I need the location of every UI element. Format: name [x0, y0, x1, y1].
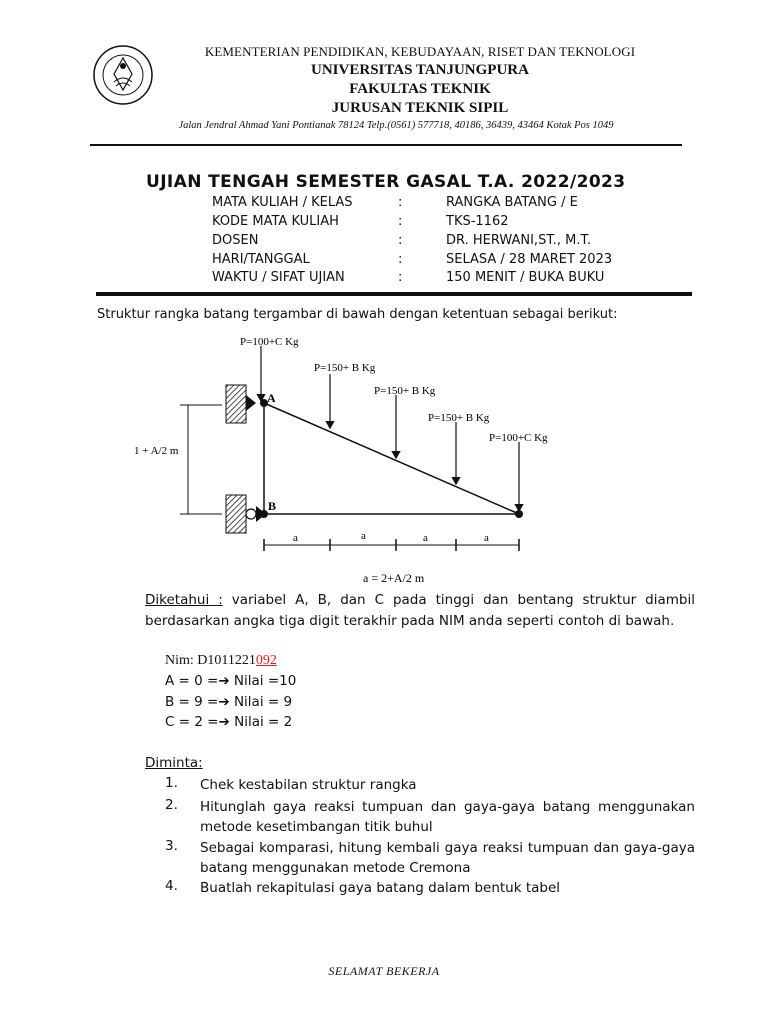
letterhead-divider [90, 144, 682, 146]
task-number: 4. [165, 878, 178, 894]
info-value: DR. HERWANI,ST., M.T. [446, 233, 591, 248]
info-value: SELASA / 28 MARET 2023 [446, 252, 613, 267]
wall-support-a [226, 385, 246, 423]
intro-text: Struktur rangka batang tergambar di bawah dengan ketentuan sebagai berikut: [97, 307, 618, 322]
roller-b [246, 509, 256, 519]
nim-line [165, 653, 277, 669]
task-number: 1. [165, 775, 178, 791]
pin-a [246, 395, 256, 411]
ministry-name: KEMENTERIAN PENDIDIKAN, KEBUDAYAAN, RISET DAN TEKNOLOGI [204, 44, 636, 59]
info-colon: : [398, 233, 403, 248]
value-a: A = 0 =➔ Nilai =10 [165, 673, 297, 689]
load-label-5: P=100+C Kg [489, 432, 548, 444]
department-name: JURUSAN TEKNIK SIPIL [331, 100, 509, 116]
seg-label: a [293, 532, 298, 544]
header-divider [96, 292, 692, 296]
value-b: B = 9 =➔ Nilai = 9 [165, 694, 293, 710]
info-value: 150 MENIT / BUKA BUKU [446, 270, 605, 285]
load-label-4: P=150+ B Kg [428, 412, 490, 424]
info-key: HARI/TANGGAL [212, 252, 310, 267]
closing-text: SELAMAT BEKERJA [328, 964, 440, 978]
nim-digits: 092 [255, 653, 277, 668]
task-text: Hitunglah gaya reaksi tumpuan dan gaya-gaya batang menggunakan metode kesetimbangan titik buhul [200, 799, 695, 835]
info-value: RANGKA BATANG / E [446, 195, 578, 210]
truss-diagram [130, 330, 600, 590]
load-label-3: P=150+ B Kg [374, 385, 436, 397]
diketahui-label: Diketahui : [145, 592, 223, 608]
seg-label: a [484, 532, 489, 544]
task-number: 2. [165, 797, 178, 813]
task-text: Sebagai komparasi, hitung kembali gaya reaksi tumpuan dan gaya-gaya batang menggunakan metode Cremona [200, 840, 695, 876]
faculty-name: FAKULTAS TEKNIK [349, 81, 491, 97]
node-b-label: B [268, 499, 277, 513]
info-colon: : [398, 252, 403, 267]
node-a-label: A [267, 391, 276, 405]
info-colon: : [398, 195, 403, 210]
span-definition: a = 2+A/2 m [363, 571, 425, 585]
university-logo [92, 44, 154, 106]
load-label-2: P=150+ B Kg [314, 362, 376, 374]
diketahui-text: variabel A, B, dan C pada tinggi dan bentang struktur diambil berdasarkan angka tiga digit terakhir pada NIM anda seperti contoh di bawah. [145, 592, 695, 629]
task-text: Chek kestabilan struktur rangka [200, 777, 417, 793]
wall-support-b [226, 495, 246, 533]
nim-label: Nim: D1011221 [165, 653, 256, 668]
node-tip-dot [515, 510, 523, 518]
diminta-label: Diminta: [145, 755, 203, 771]
task-number: 3. [165, 838, 178, 854]
value-c: C = 2 =➔ Nilai = 2 [165, 714, 293, 730]
info-colon: : [398, 214, 403, 229]
info-key: KODE MATA KULIAH [212, 214, 339, 229]
info-value: TKS-1162 [446, 214, 509, 229]
info-colon: : [398, 270, 403, 285]
info-key: MATA KULIAH / KELAS [212, 195, 353, 210]
info-key: WAKTU / SIFAT UJIAN [212, 270, 345, 285]
height-label: 1 + A/2 m [134, 445, 179, 457]
load-label-1: P=100+C Kg [240, 336, 299, 348]
exam-title: UJIAN TENGAH SEMESTER GASAL T.A. 2022/2023 [146, 172, 626, 192]
node-b-dot [260, 510, 268, 518]
task-text: Buatlah rekapitulasi gaya batang dalam bentuk tabel [200, 880, 561, 896]
diketahui-paragraph [145, 590, 695, 632]
address-line: Jalan Jendral Ahmad Yani Pontianak 78124 Telp.(0561) 577718, 40186, 36439, 43464 Kotak Pos 1049 [178, 120, 614, 131]
info-key: DOSEN [212, 233, 259, 248]
seg-label: a [361, 530, 366, 542]
university-name: UNIVERSITAS TANJUNGPURA [311, 62, 529, 78]
seg-label: a [423, 532, 428, 544]
